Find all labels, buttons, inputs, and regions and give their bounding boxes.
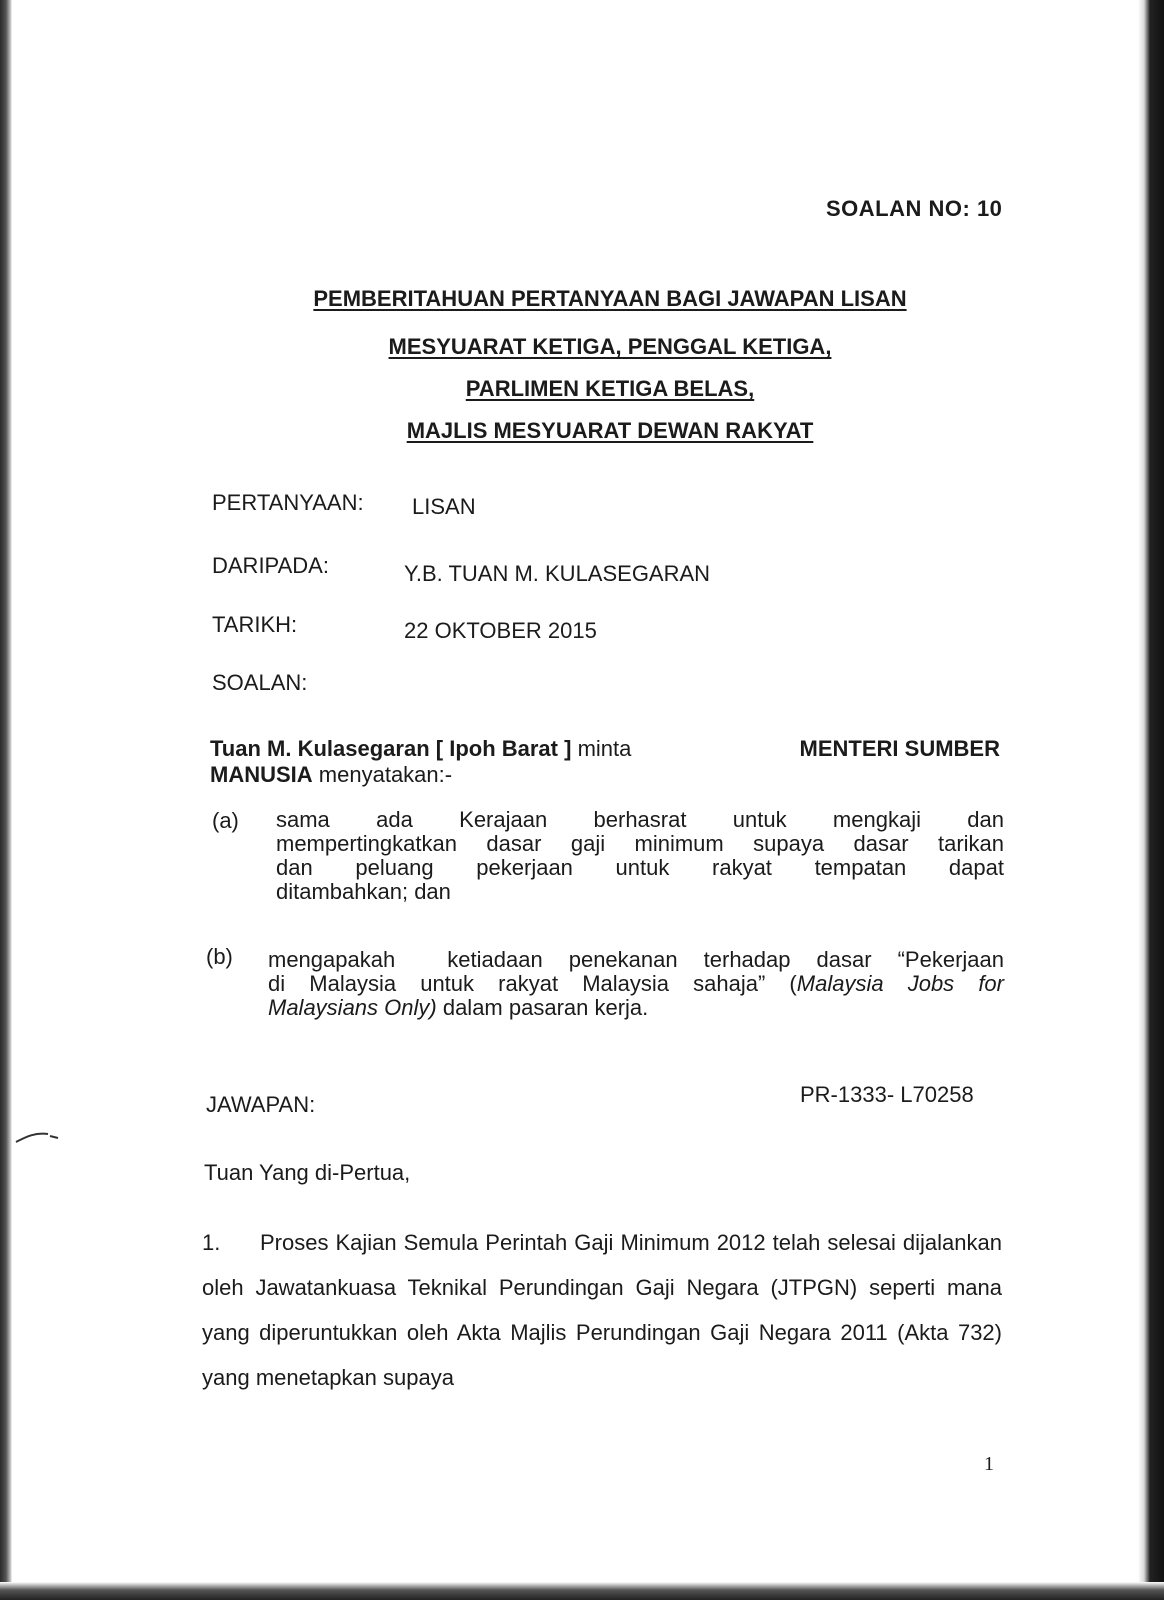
item-a-line: mempertingkatkan dasar gaji minimum supaya dasar tarikan	[276, 831, 1004, 856]
salutation: Tuan Yang di-Pertua,	[204, 1160, 411, 1185]
title-line-2: MESYUARAT KETIGA, PENGGAL KETIGA,	[388, 334, 832, 359]
item-b-line2b: Malaysia Jobs for	[796, 971, 1004, 996]
asker-name: Tuan M. Kulasegaran	[210, 736, 430, 761]
pertanyaan-value: LISAN	[412, 494, 476, 519]
item-b-line3a: Malaysians Only)	[268, 995, 437, 1020]
item-a-text	[276, 808, 1004, 904]
title-line-1: PEMBERITAHUAN PERTANYAAN BAGI JAWAPAN LISAN	[313, 286, 907, 311]
item-a-line: ditambahkan; dan	[276, 879, 451, 904]
paragraph-text: Proses Kajian Semula Perintah Gaji Minimum 2012 telah selesai dijalankan oleh Jawatankuasa Teknikal Perundingan Gaji Negara (JTPGN) seperti mana yang diperuntukkan oleh Akta Majlis Perundingan Gaji Negara 2011 (Akta 732) yang menetapkan supaya	[202, 1230, 1002, 1390]
soalan-label: SOALAN:	[212, 670, 308, 695]
answer-paragraph	[202, 1220, 1002, 1400]
pertanyaan-label: PERTANYAAN:	[212, 490, 364, 515]
answer-label: JAWAPAN:	[206, 1092, 316, 1117]
constituency: [ Ipoh Barat ]	[435, 736, 572, 761]
reference-number: PR-1333- L70258	[800, 1082, 974, 1107]
page-number: 1	[984, 1453, 994, 1475]
question-intro	[210, 736, 1000, 788]
item-b-text	[268, 948, 1004, 1020]
paragraph-number: 1.	[202, 1230, 221, 1255]
item-a-line: dan peluang pekerjaan untuk rakyat tempatan dapat	[276, 855, 1004, 880]
item-b-line	[268, 996, 1004, 1020]
menyatakan-word: menyatakan:-	[318, 762, 453, 787]
daripada-label: DARIPADA:	[212, 553, 329, 578]
item-b-line	[268, 972, 1004, 996]
minister-title-part2: MANUSIA	[210, 762, 313, 787]
item-a-line: sama ada Kerajaan berhasrat untuk mengkaji dan	[276, 807, 1004, 832]
tarikh-value: 22 OKTOBER 2015	[404, 618, 597, 643]
tarikh-label: TARIKH:	[212, 612, 298, 637]
pen-mark-icon	[14, 1126, 60, 1146]
minister-title-part1: MENTERI SUMBER	[799, 736, 1000, 761]
item-a-label: (a)	[212, 808, 239, 833]
item-b-line3b: dalam pasaran kerja.	[436, 995, 649, 1020]
item-b-line: mengapakah ketiadaan penekanan terhadap dasar “Pekerjaan	[268, 947, 1004, 972]
item-b-line2a: di Malaysia untuk rakyat Malaysia sahaja” (	[268, 971, 797, 996]
question-number: SOALAN NO: 10	[826, 196, 1003, 221]
item-b-label: (b)	[206, 944, 233, 969]
title-line-3: PARLIMEN KETIGA BELAS,	[465, 376, 755, 401]
daripada-value: Y.B. TUAN M. KULASEGARAN	[404, 561, 711, 586]
title-line-4: MAJLIS MESYUARAT DEWAN RAKYAT	[406, 418, 814, 443]
minta-word: minta	[577, 736, 632, 761]
